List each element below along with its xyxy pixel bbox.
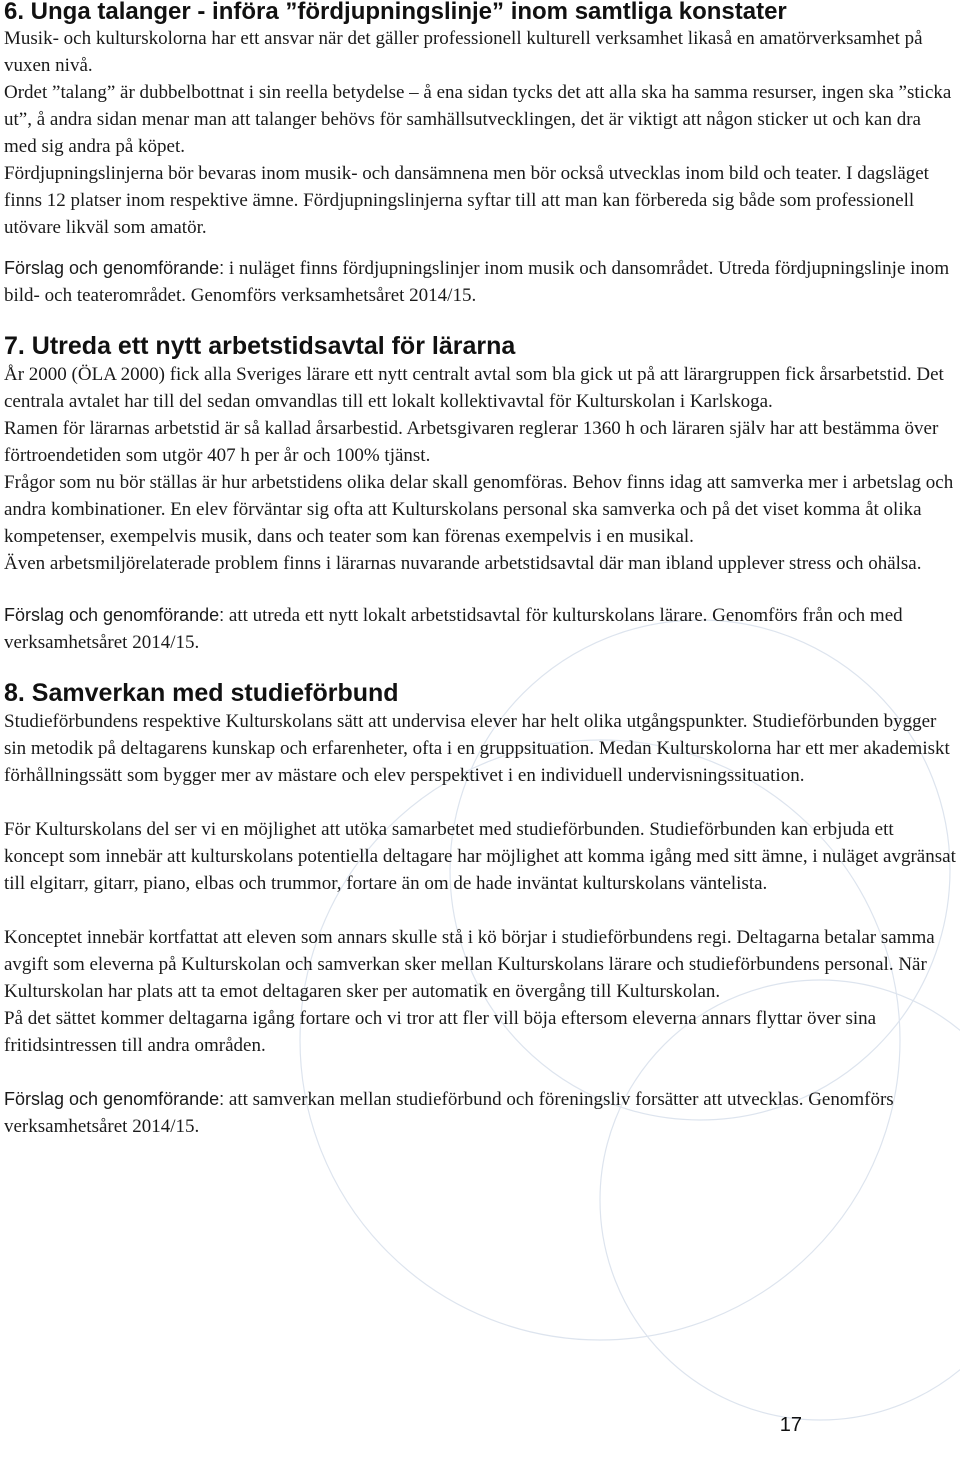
section-7-body bbox=[4, 361, 956, 656]
section-8-body bbox=[4, 708, 956, 1140]
proposal-paragraph bbox=[4, 1086, 956, 1140]
section-8-heading: 8. Samverkan med studieförbund bbox=[4, 679, 399, 707]
page-number: 17 bbox=[779, 1414, 802, 1436]
proposal-text: att utreda ett nytt lokalt arbetstidsavtal för kulturskolans lärare. Genomförs från och med verksamhetsåret 2014/15. bbox=[4, 605, 903, 653]
paragraph: På det sättet kommer deltagarna igång fortare och vi tror att fler vill böja eftersom eleverna annars flyttar över sina fritidsintressen till andra områden. bbox=[4, 1008, 877, 1056]
paragraph: Frågor som nu bör ställas är hur arbetstidens olika delar skall genomföras. Behov finns idag att samverka mer i arbetslag och andra kombinationer. En elev förväntar sig ofta att Kulturskolans personal ska samverka och på det viset komma åt olika kompetenser, exempelvis musik, dans och teater som kan förenas exempelvis i en musikal. bbox=[4, 472, 954, 547]
paragraph: För Kulturskolans del ser vi en möjlighet att utöka samarbetet med studieförbunden. Studieförbunden kan erbjuda ett koncept som innebär att kulturskolans potentiella deltagare har möjlighet att komma igång med sitt ämne, i nuläget avgränsat till elgitarr, gitarr, piano, elbas och trummor, fortare än om de hade inväntat kulturskolans väntelista. bbox=[4, 819, 956, 894]
proposal-label: Förslag och genomförande: bbox=[4, 605, 225, 625]
proposal-text: i nuläget finns fördjupningslinjer inom musik och dansområdet. Utreda fördjupningslinje inom bild- och teaterområdet. Genomförs verksamhetsåret 2014/15. bbox=[4, 258, 950, 306]
section-6-heading: 6. Unga talanger - införa ”fördjupningslinje” inom samtliga konstater bbox=[4, 0, 787, 25]
paragraph: Studieförbundens respektive Kulturskolans sätt att undervisa elever har helt olika utgångspunkter. Studieförbunden bygger sin metodik på deltagarens kunskap och erfarenheter, ofta i en gruppsituation. Medan Kulturskolorna har ett mer akademiskt förhållningssätt som bygger mer av mästare och elev perspektivet i en individuell undervisningssituation. bbox=[4, 711, 950, 786]
section-6-body bbox=[4, 25, 956, 309]
paragraph: Musik- och kulturskolorna har ett ansvar när det gäller professionell kulturell verksamhet likaså en amatörverksamhet på vuxen nivå. bbox=[4, 28, 923, 76]
proposal-paragraph bbox=[4, 255, 956, 309]
proposal-text: att samverkan mellan studieförbund och föreningsliv forsätter att utvecklas. Genomförs verksamhetsåret 2014/15. bbox=[4, 1089, 894, 1137]
paragraph: Fördjupningslinjerna bör bevaras inom musik- och dansämnena men bör också utvecklas inom bild och teater. I dagsläget finns 12 platser inom respektive ämne. Fördjupningslinjerna syftar till att man kan förbereda sig både som professionell utövare likväl som amatör. bbox=[4, 163, 929, 238]
paragraph: Även arbetsmiljörelaterade problem finns i lärarnas nuvarande arbetstidsavtal där man ibland upplever stress och ohälsa. bbox=[4, 553, 922, 574]
paragraph: Konceptet innebär kortfattat att eleven som annars skulle stå i kö börjar i studieförbundens regi. Deltagarna betalar samma avgift som eleverna på Kulturskolan och samverkan sker mellan Kulturskolans lärare och studieförbundens personal. När Kulturskolan har plats att ta emot deltagaren sker per automatik en övergång till Kulturskolan. bbox=[4, 927, 935, 1002]
paragraph: År 2000 (ÖLA 2000) fick alla Sveriges lärare ett nytt centralt avtal som bla gick ut på att lärargruppen fick årsarbetstid. Det centrala avtalet har till del sedan omvandlas till ett lokalt kollektivavtal för Kulturskolan i Karlskoga. bbox=[4, 364, 944, 412]
proposal-paragraph bbox=[4, 602, 956, 656]
paragraph: Ordet ”talang” är dubbelbottnat i sin reella betydelse – å ena sidan tycks det att alla ska ha samma resurser, ingen ska ”sticka ut”, å andra sidan menar man att talanger behövs för samhällsutvecklingen, det är viktigt att någon sticker ut och kan dra med sig andra på köpet. bbox=[4, 82, 952, 157]
paragraph: Ramen för lärarnas arbetstid är så kallad årsarbestid. Arbetsgivaren reglerar 1360 h och läraren själv har att bestämma över förtroendetiden som utgör 407 h per år och 100% tjänst. bbox=[4, 418, 939, 466]
proposal-label: Förslag och genomförande: bbox=[4, 258, 225, 278]
proposal-label: Förslag och genomförande: bbox=[4, 1089, 225, 1109]
section-7-heading: 7. Utreda ett nytt arbetstidsavtal för lärarna bbox=[4, 332, 516, 360]
document-content bbox=[4, 0, 956, 1140]
